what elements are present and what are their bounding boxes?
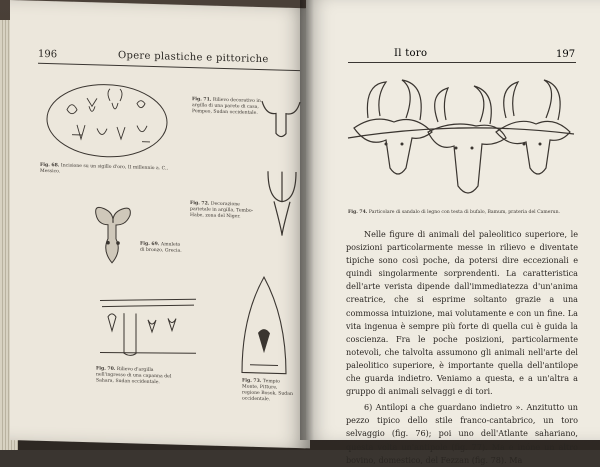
paragraph-2: 6) Antilopi a che guardano indietro ». Anzitutto un pezzo tipico dello stile franco-cantabrico, un toro selvaggio (fig. 76); poi uno dell'Atlante sahariano, questa volta un'antipole (fig. 77). Ma e inóne un altro bovino, domestico, del Fezzan (fig. 78). Ma [346, 402, 578, 465]
paragraph-1: Nelle figure di animali del paleolitico superiore, le posizioni particolarmente messe in rilievo e diventate tipiche sono così poche, da potersi dire eccezionali e quindi singolarmente sorprendenti. La caratteristica dell'arte verista dipende dall'immediatezza d'un'anima creatrice, che si esprime soltanto grazie a una commossa intuizione, mai volutamente e con un fine. La vita ingenua è sempre più forte di quella cui è guida la coscienza. Fra le poche posizioni, particolarmente notevoli, che talvolta assumono gli animali nell'arte del paleolitico superiore, è importante quella dell'antilope che guarda indietro. Veniamo a questa, e a un'altra a gruppo di animali selvaggi e di tori. [346, 229, 578, 397]
caption-fig-70: Fig. 70. Rilievo d'argilla nell'ingresso di una capanna del Sahara, Sudan occidentale. [96, 366, 172, 386]
figure-horned-relief [258, 95, 304, 142]
caption-fig-71: Fig. 71. Rilievo decorativo in argilla di una parete di casa, Pompeo, Sudan occidentale. [192, 97, 261, 116]
figure-temple-painting [238, 274, 290, 375]
caption-fig-69: Fig. 69. Amuleto di bronzo, Grecia. [140, 241, 182, 254]
figure-buffalo-heads [346, 78, 576, 204]
left-running-title: Opere plastiche e pittoriche [118, 50, 269, 66]
right-header-rule [348, 62, 576, 63]
figure-hut-relief [98, 292, 198, 361]
caption-fig-72: Fig. 72. Decorazione parietale in argilla, Tembo-Habe, zona del Niger. [190, 201, 254, 220]
figure-seal-engraving [42, 79, 172, 163]
page-gutter-shadow [300, 0, 314, 440]
caption-fig-68: Fig. 68. Incisione su un sigillo d'oro, II millennio a. C., Messico. [40, 162, 168, 175]
figure-bronze-amulet [90, 202, 136, 265]
left-page [10, 0, 310, 448]
left-page-number: 196 [38, 48, 58, 61]
figure-trident-decoration [260, 167, 304, 238]
caption-fig-74: Fig. 74. Particolare di sandalo di legno con testa di bufalo, Bamum, prateria del Camerun. [348, 210, 561, 215]
right-page-number: 197 [556, 49, 576, 60]
caption-fig-73: Fig. 73. Tempio Monte, Pitture, regione Bosok, Sudan occidentale. [242, 378, 293, 403]
right-page-body [346, 228, 578, 467]
right-running-title: Il toro [394, 48, 428, 59]
